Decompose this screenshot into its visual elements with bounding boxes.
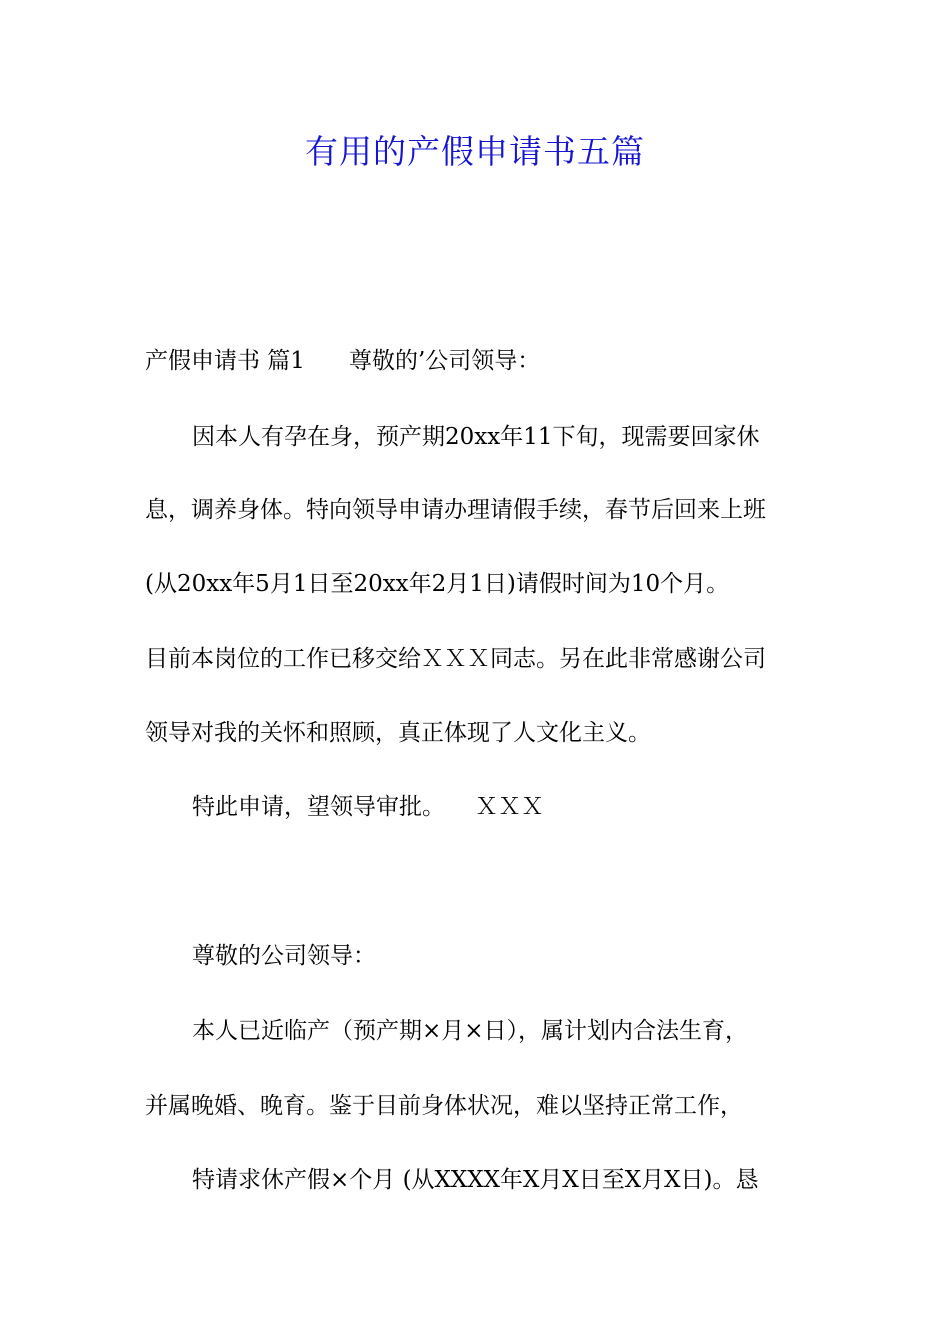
salutation-2: 尊敬的公司领导： [192, 943, 376, 969]
paragraph-line: 目前本岗位的工作已移交给ＸＸＸ同志。另在此非常感谢公司 [145, 646, 766, 672]
salutation: 尊敬的’公司领导： [348, 348, 541, 374]
closing-line [192, 790, 544, 824]
signature: ＸＸＸ [475, 794, 544, 820]
paragraph-line: 并属晚婚、晚育。鉴于目前身体状况，难以坚持正常工作， [145, 1093, 743, 1119]
paragraph-line: 特请求休产假×个月 (从XXXX年X月X日至X月X日)。恳 [192, 1167, 759, 1193]
paragraph-line: (从20xx年5月1日至20xx年2月1日)请假时间为10个月。 [145, 571, 730, 597]
paragraph-line: 因本人有孕在身，预产期20xx年11下旬，现需要回家休 [192, 424, 760, 450]
document-title: 有用的产假申请书五篇 [305, 132, 645, 171]
paragraph-line: 领导对我的关怀和照顾，真正体现了人文化主义。 [145, 720, 651, 746]
section-label: 产假申请书 篇1 [145, 348, 305, 374]
section-header-line [145, 344, 540, 378]
paragraph-line: 本人已近临产（预产期×月×日），属计划内合法生育， [192, 1018, 749, 1044]
closing-text: 特此申请，望领导审批。 [192, 794, 445, 820]
paragraph-line: 息，调养身体。特向领导申请办理请假手续，春节后回来上班 [145, 497, 766, 523]
